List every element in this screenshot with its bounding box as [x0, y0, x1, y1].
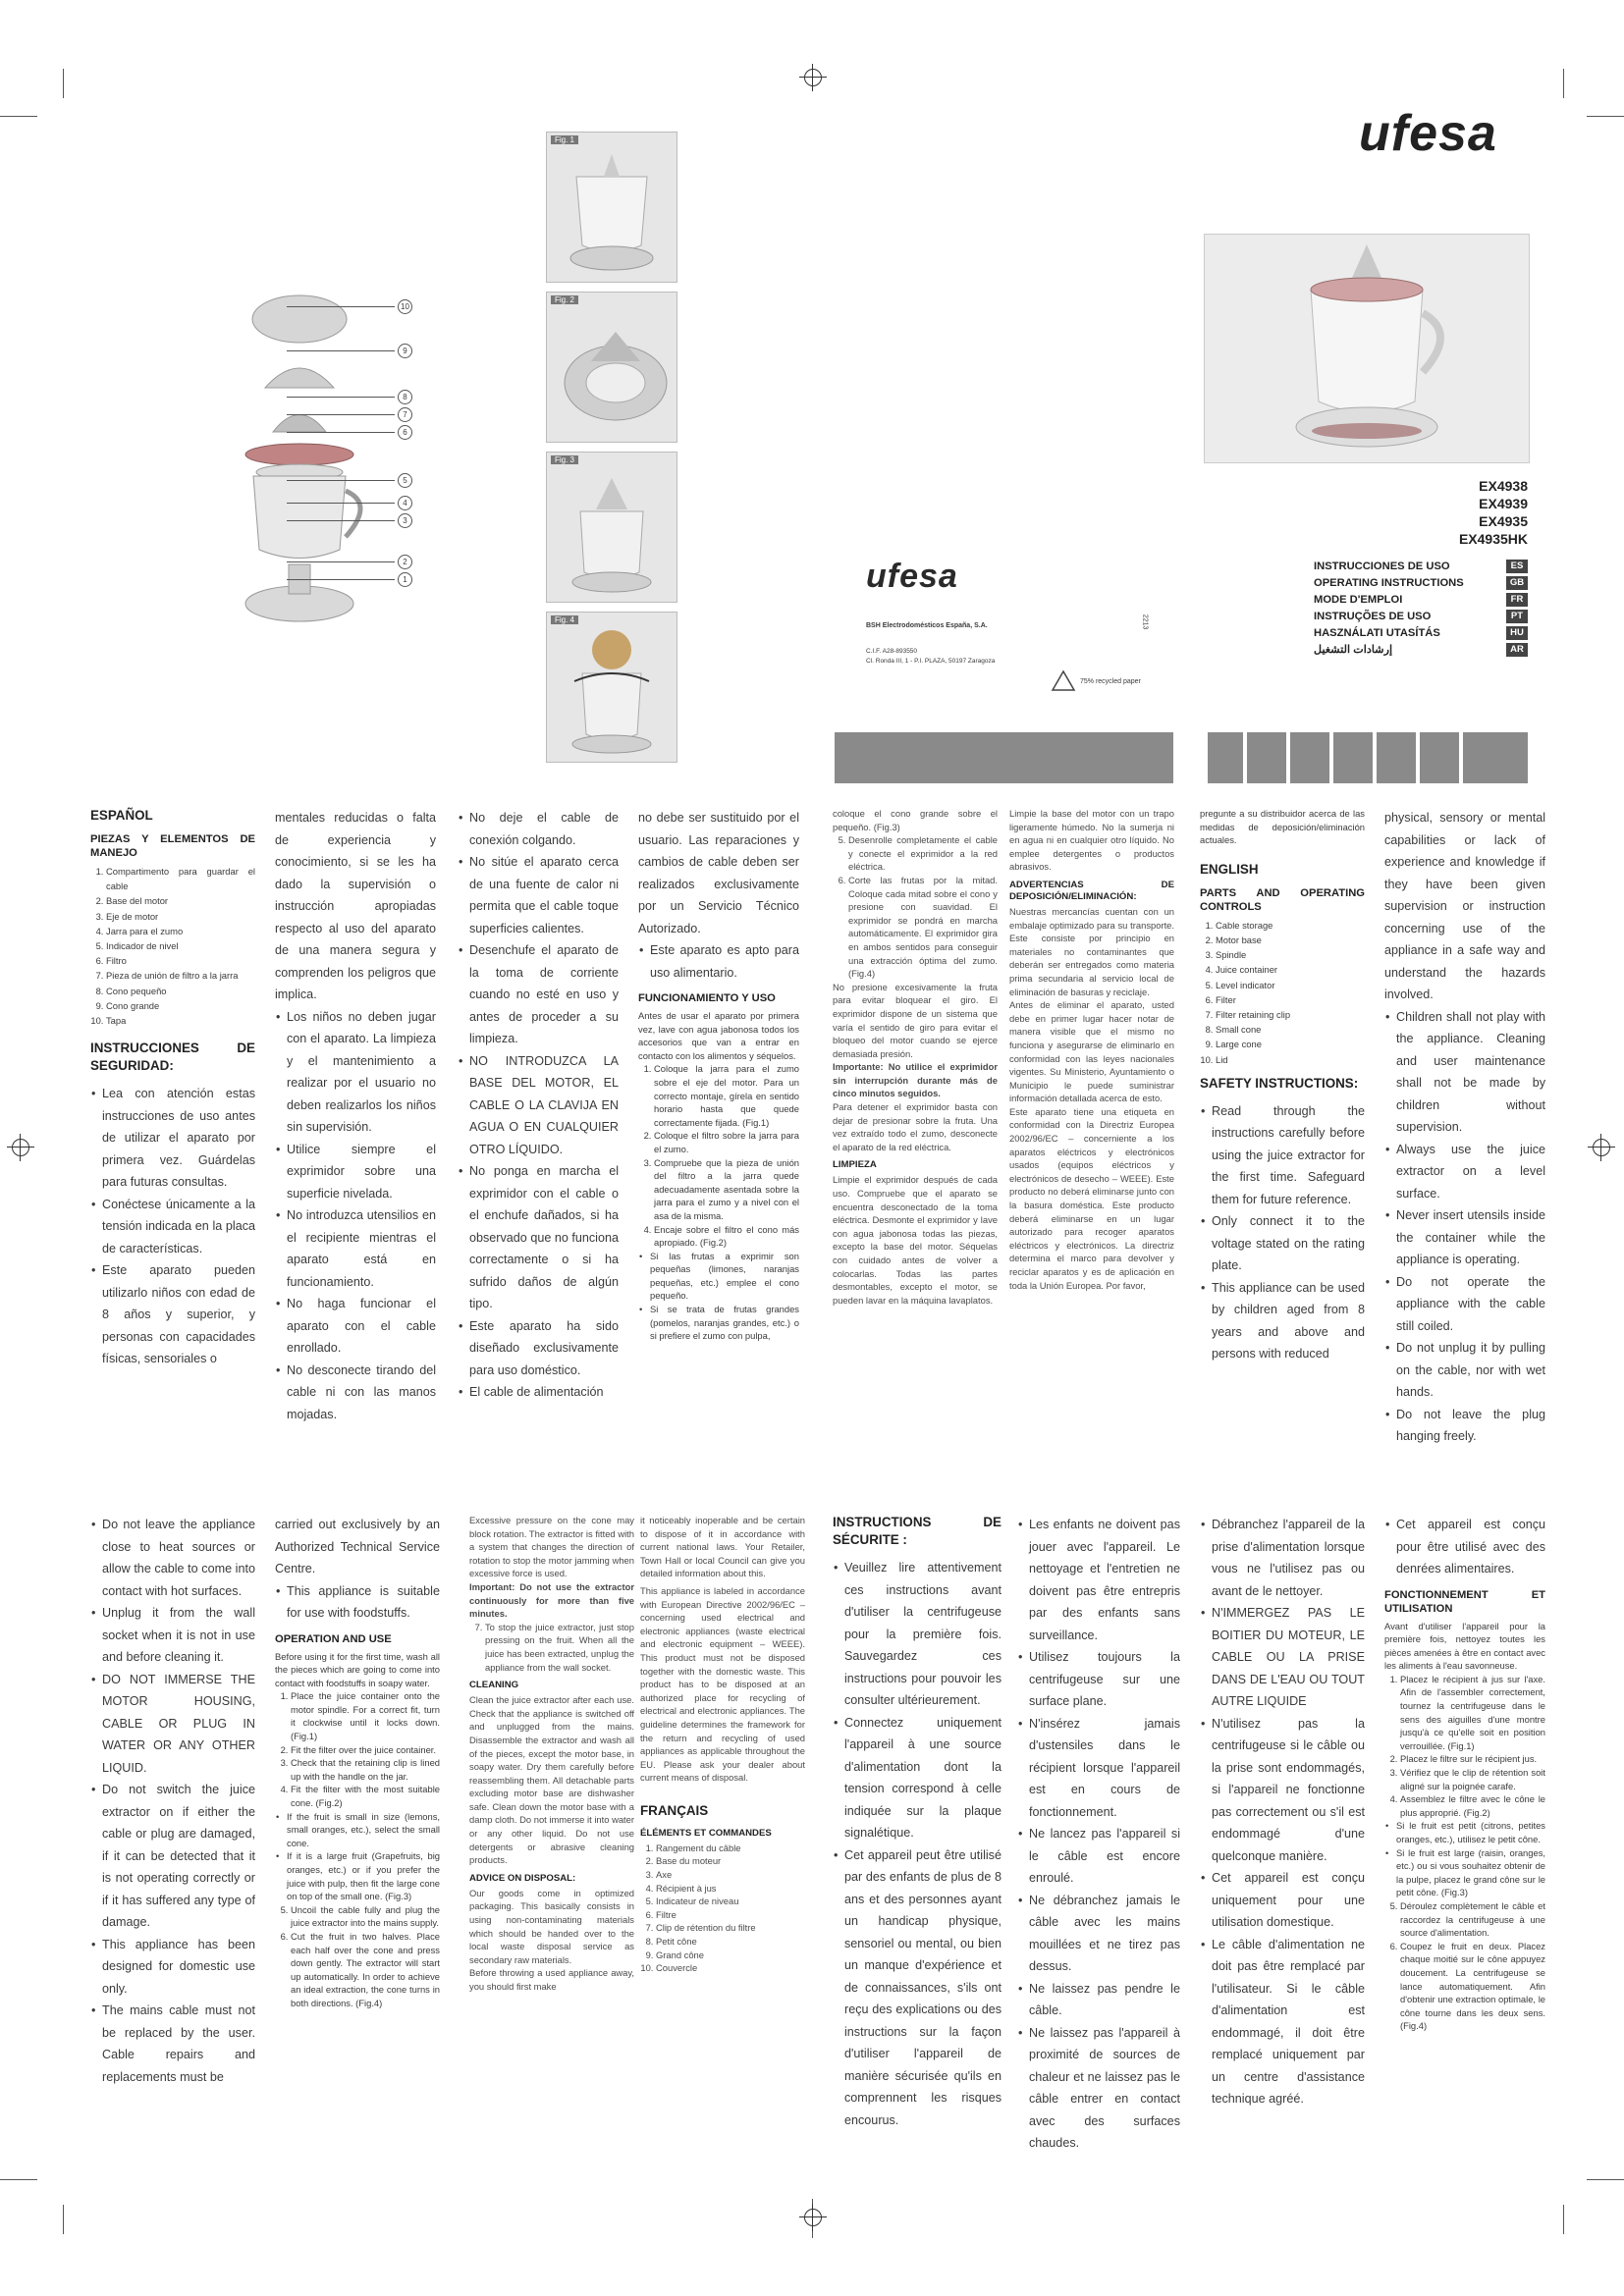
list-item: 7. To stop the juice extractor, just stop pressing on the fruit. When all the juice has been extracted, unplug the appliance from the wall socket.	[485, 1621, 634, 1674]
list-item: • N'insérez jamais d'ustensiles dans le récipient lorsque l'appareil est en cours de fonctionnement.	[1029, 1713, 1180, 1824]
list-item: • N'IMMERGEZ PAS LE BOITIER DU MOTEUR, LE CABLE OU LA PRISE DANS DE L'EAU OU TOUT AUTRE LIQUIDE	[1212, 1602, 1365, 1713]
list-item: • Ne laissez pas pendre le câble.	[1029, 1978, 1180, 2022]
list-item: • Lea con atención estas instrucciones de uso antes de utilizar el aparato por primera vez. Guárdelas para futuras consultas.	[102, 1083, 255, 1194]
list-item: 5. Level indicator	[1216, 978, 1365, 992]
gray-tab	[1377, 732, 1416, 783]
parts-title-fr: ÉLÉMENTS ET COMMANDES	[640, 1827, 772, 1839]
list-item: 7. Filter retaining clip	[1216, 1007, 1365, 1022]
es-column-4	[638, 807, 799, 1343]
list-item: 5. Déroulez complètement le câble et raccordez la centrifugeuse à une source d'alimentation.	[1400, 1899, 1545, 1940]
list-item: 3. Compruebe que la pieza de unión del filtro a la jarra quede adecuadamente asentada sobre la jarra para el zumo y a nivel con el asa de la misma.	[654, 1156, 799, 1223]
gray-tab	[1420, 732, 1459, 783]
model-number: EX4935	[1479, 513, 1528, 529]
paragraph: Important: Do not use the extractor continuously for more than five minutes.	[469, 1580, 634, 1620]
paragraph: coloque el cono grande sobre el pequeño. (Fig.3)	[833, 808, 998, 832]
callout: 1	[287, 572, 412, 587]
crop-mark	[1587, 2179, 1624, 2180]
list-item: 1. Place the juice container onto the motor spindle. For a correct fit, turn it clockwise until it locks down. (Fig.1)	[291, 1689, 440, 1742]
registration-mark	[804, 2209, 822, 2226]
parts-list-es	[90, 864, 255, 1028]
callout: 5	[287, 473, 412, 488]
crop-mark	[63, 69, 64, 98]
list-item: • Ne débranchez jamais le câble avec les mains mouillées et ne tirez pas dessus.	[1029, 1890, 1180, 1978]
callout: 8	[287, 390, 412, 404]
paragraph: it noticeably inoperable and be certain to dispose of it in accordance with current national laws. Your Retailer, Town Hall or local Council can give you detailed information about this.	[640, 1515, 805, 1579]
language-index	[1314, 558, 1528, 658]
list-item: • Never insert utensils inside the container while the appliance is operating.	[1396, 1204, 1545, 1271]
list-item: • Only connect it to the voltage stated on the rating plate.	[1212, 1210, 1365, 1277]
list-item: 3. Spindle	[1216, 947, 1365, 962]
list-item: • Si le fruit est petit (citrons, petites oranges, etc.), utilisez le petit cône.	[1396, 1819, 1545, 1845]
list-item: 2. Fit the filter over the juice container.	[291, 1743, 440, 1757]
section-title-es: ESPAÑOL	[90, 808, 153, 823]
list-item: 5. Indicador de nivel	[106, 938, 255, 953]
product-photo	[1204, 234, 1530, 463]
list-item: • Utilisez toujours la centrifugeuse sur une surface plane.	[1029, 1646, 1180, 1713]
list-item: 4. Jarra para el zumo	[106, 924, 255, 938]
company-name: BSH Electrodomésticos España, S.A.	[866, 622, 988, 629]
paragraph: Clean the juice extractor after each use. Check that the appliance is switched off and unplugged from the mains. Disassemble the extractor and wash all of the pieces, except the motor base, in soapy water. Dry them carefully before reassembling them. All detachable parts excluding motor base are dishwasher safe. Clean down the motor base with a damp cloth. Do not immerse it into water or any other liquid. Do not use detergents or abrasive cleaning products.	[469, 1694, 634, 1866]
list-item: 4. Récipient à jus	[656, 1882, 805, 1896]
parts-title-en: PARTS AND OPERATING CONTROLS	[1200, 886, 1365, 913]
list-item: • No deje el cable de conexión colgando.	[469, 807, 619, 851]
list-item: 1. Coloque la jarra para el zumo sobre el eje del motor. Para un correcto montaje, gírela en sentido horario hasta que quede correctamente fijada. (Fig.1)	[654, 1062, 799, 1129]
list-item: 6. Filtre	[656, 1908, 805, 1922]
disposal-title-en: ADVICE ON DISPOSAL:	[469, 1872, 576, 1884]
brand-logo: ufesa	[1359, 105, 1497, 162]
list-item: • No ponga en marcha el exprimidor con el cable o el enchufe dañados, si ha observado que no funciona correctamente o si ha sufrido daños de algún tipo.	[469, 1160, 619, 1315]
list-item: • Cet appareil est conçu uniquement pour une utilisation domestique.	[1212, 1867, 1365, 1934]
waste-title-es: ADVERTENCIAS DE DEPOSICIÓN/ELIMINACIÓN:	[1009, 879, 1174, 902]
list-item: 1. Placez le récipient à jus sur l'axe. Afin de l'assembler correctement, tournez la centrifugeuse dans le sens des aiguilles d'une montre jusqu'à ce qu'elle soit en position verrouillée. (Fig.1)	[1400, 1673, 1545, 1753]
paragraph: Before throwing a used appliance away, you should first make	[469, 1967, 634, 1992]
list-item: 10. Tapa	[106, 1013, 255, 1028]
list-item: 5. Indicateur de niveau	[656, 1895, 805, 1908]
list-item: • If it is a large fruit (Grapefruits, big oranges, etc.) or if you prefer the juice with pulp, then fit the large cone on top of the small one. (Fig.3)	[287, 1849, 440, 1902]
model-number: EX4939	[1479, 496, 1528, 511]
safety-list-es	[90, 1083, 255, 1370]
list-item: 6. Coupez le fruit en deux. Placez chaque moitié sur le cône appuyez doucement. La centrifugeuse se lance automatiquement. Afin d'obtenir une extraction optimale, le cône tourne dans les deux sens. (Fig.4)	[1400, 1940, 1545, 2033]
list-item: • Conéctese únicamente a la tensión indicada en la placa de características.	[102, 1194, 255, 1260]
list-item: 2. Coloque el filtro sobre la jarra para el zumo.	[654, 1129, 799, 1155]
list-item: 4. Juice container	[1216, 962, 1365, 977]
parts-list-en	[1200, 918, 1365, 1067]
list-item: • Ne laissez pas l'appareil à proximité de sources de chaleur et ne laissez pas le câble entrer en contact avec des surfaces chaudes.	[1029, 2022, 1180, 2155]
list-item: 3. Axe	[656, 1868, 805, 1882]
model-list	[1414, 477, 1528, 548]
safety-title-fr: INSTRUCTIONS DE SÉCURITE :	[833, 1515, 1001, 1547]
paragraph: mentales reducidas o falta de experiencia y conocimiento, si se les ha dado la supervisión o instrucción apropiadas respecto al uso del aparato de una manera segura y comprenden los peligros que implica.	[275, 811, 436, 1001]
list-item: • N'utilisez pas la centrifugeuse si le câble ou la prise sont endommagés, si l'appareil ne fonctionne pas correctement ou s'il est endommagé d'une quelconque manière.	[1212, 1713, 1365, 1868]
fr-column-1	[833, 1514, 1001, 2131]
list-item: 2. Placez le filtre sur le récipient jus.	[1400, 1752, 1545, 1766]
model-number: EX4938	[1479, 478, 1528, 494]
list-item: • Connectez uniquement l'appareil à une source d'alimentation dont la tension correspond à celle indiquée sur la plaque signalétique.	[844, 1712, 1001, 1844]
callout: 4	[287, 496, 412, 510]
list-item: 8. Small cone	[1216, 1022, 1365, 1037]
crop-mark	[0, 2179, 37, 2180]
safety-title-es: INSTRUCCIONES DE SEGURIDAD:	[90, 1041, 255, 1074]
list-item: • This appliance is suitable for use with foodstuffs.	[287, 1580, 440, 1625]
list-item: • Débranchez l'appareil de la prise d'alimentation lorsque vous ne l'utilisez pas ou avant de le nettoyer.	[1212, 1514, 1365, 1602]
juicing-fruit-image	[547, 613, 677, 762]
paragraph: No presione excesivamente la fruta para evitar bloquear el giro. El exprimidor dispone de un sistema que varía el sentido de giro para evitar el bloqueo del motor cuando se ejerce demasiada presión.	[833, 981, 998, 1059]
list-item: 4. Assemblez le filtre avec le cône le plus approprié. (Fig.2)	[1400, 1792, 1545, 1819]
safety-title-en: SAFETY INSTRUCTIONS:	[1200, 1075, 1359, 1091]
paragraph: Before using it for the first time, wash all the pieces which are going to come into contact with foodstuffs in soapy water.	[275, 1650, 440, 1688]
gray-tab	[1290, 732, 1329, 783]
callout: 6	[287, 425, 412, 440]
list-item: 4. Fit the filter with the most suitable cone. (Fig.2)	[291, 1783, 440, 1809]
fr-column-3	[1200, 1514, 1365, 2110]
en-column-5	[469, 1514, 634, 1994]
list-item: 6. Filter	[1216, 992, 1365, 1007]
list-item: 1. Cable storage	[1216, 918, 1365, 933]
list-item: 9. Cono grande	[106, 998, 255, 1013]
recycle-icon	[1051, 669, 1076, 693]
paragraph: Este aparato tiene una etiqueta en conformidad con la Directriz Europea 2002/96/EC – concerniente a los aparatos eléctricos y electrónicos usados (equipos eléctricos y electrónicos de desecho – WEEE). Este producto no deberá eliminarse junto con la basura doméstica. Este producto deberá eliminarse en un lugar autorizado para recoger aparatos eléctricos y electrónicos. La directriz determina el marco para devolver y reciclar aparatos y es de aplicación en toda la Unión Europea. Por favor,	[1009, 1105, 1174, 1291]
list-item: 7. Pieza de unión de filtro a la jarra	[106, 968, 255, 983]
paragraph: physical, sensory or mental capabilities or lack of experience and knowledge if they have been given supervision or instruction concerning use of the appliance in a safe way and understand the hazards involved.	[1384, 811, 1545, 1001]
func-title-fr: FONCTIONNEMENT ET UTILISATION	[1384, 1588, 1545, 1615]
list-item: • El cable de alimentación	[469, 1381, 619, 1404]
list-item: 9. Large cone	[1216, 1037, 1365, 1051]
cone-fitting-image	[547, 293, 677, 442]
es-column-1	[90, 807, 255, 1370]
registration-mark	[804, 69, 822, 86]
list-item: • No desconecte tirando del cable ni con las manos mojadas.	[287, 1360, 436, 1426]
list-item: 10. Couvercle	[656, 1961, 805, 1975]
list-item: • Ne lancez pas l'appareil si le câble est encore enroulé.	[1029, 1823, 1180, 1890]
paragraph: pregunte a su distribuidor acerca de las medidas de deposición/eliminación actuales.	[1200, 808, 1365, 846]
list-item: • Si se trata de frutas grandes (pomelos, naranjas grandes, etc.) o si prefiere el zumo con pulpa,	[650, 1303, 799, 1343]
large-cone-image	[547, 453, 677, 602]
func-title-es: FUNCIONAMIENTO Y USO	[638, 992, 776, 1004]
callout: 3	[287, 513, 412, 528]
fr-column-4	[1384, 1514, 1545, 2033]
list-item: 3. Eje de motor	[106, 909, 255, 924]
list-item: • Los niños no deben jugar con el aparato. La limpieza y el mantenimiento a realizar por el usuario no deben realizarlos los niños sin supervisión.	[287, 1006, 436, 1139]
list-item: • Do not switch the juice extractor on if either the cable or plug are damaged, if it can be detected that it is not operating correctly or if it has suffered any type of damage.	[102, 1779, 255, 1934]
list-item: • Utilice siempre el exprimidor sobre una superficie nivelada.	[287, 1139, 436, 1205]
gray-tab	[1333, 732, 1373, 783]
list-item: • No sitúe el aparato cerca de una fuente de calor ni permita que el cable toque superficies calientes.	[469, 851, 619, 939]
parts-title-es: PIEZAS Y ELEMENTOS DE MANEJO	[90, 833, 255, 859]
paragraph: Excessive pressure on the cone may block rotation. The extractor is fitted with a system that changes the direction of rotation to stop the motor jamming when excessive force is used.	[469, 1515, 634, 1579]
section-title-en: ENGLISH	[1200, 861, 1259, 877]
list-item: 3. Vérifiez que le clip de rétention soit aligné sur la poignée carafe.	[1400, 1766, 1545, 1792]
list-item: 5. Desenrolle completamente el cable y conecte el exprimidor a la red eléctrica.	[848, 833, 998, 874]
company-cif: C.I.F. A28-893550	[866, 648, 918, 655]
paragraph: carried out exclusively by an Authorized Technical Service Centre.	[275, 1518, 440, 1575]
list-item: • Desenchufe el aparato de la toma de corriente cuando no esté en uso y antes de proceder a su limpieza.	[469, 939, 619, 1050]
parts-list-fr	[640, 1842, 805, 1975]
list-item: • Si le fruit est large (raisin, oranges, etc.) ou si vous souhaitez obtenir de la pulpe, placez le grand cône sur le petit cône. (Fig.3)	[1396, 1846, 1545, 1899]
list-item: 7. Clip de rétention du filtre	[656, 1921, 805, 1935]
es-column-3	[458, 807, 619, 1404]
en-column-1	[1200, 807, 1365, 1365]
list-item: • Cet appareil est conçu pour être utilisé avec des denrées alimentaires.	[1396, 1514, 1545, 1580]
gray-tab	[1463, 732, 1528, 783]
list-item: 5. Uncoil the cable fully and plug the juice extractor into the mains supply.	[291, 1903, 440, 1930]
es-column-6	[1009, 807, 1174, 1292]
crop-mark	[0, 116, 37, 117]
juicer-exploded-illustration	[187, 280, 412, 653]
list-item: • Do not leave the plug hanging freely.	[1396, 1404, 1545, 1448]
paragraph: This appliance is labeled in accordance with European Directive 2002/96/EC – concerning used electrical and electronic appliances (waste electrical and electronic equipment – WEEE). This product must not be disposed together with the domestic waste. This product has to be disposed at an authorized place for recycling of electrical and electronic appliances. The guideline determines the framework for the return and recycling of used appliances as applicable throughout the EU. Please ask your dealer about current means of disposal.	[640, 1584, 805, 1784]
language-row-es: INSTRUCCIONES DE USO ES	[1314, 558, 1528, 574]
company-address: Cl. Ronda III, 1 - P.I. PLAZA, 50197 Zaragoza	[866, 658, 996, 665]
op-title-en: OPERATION AND USE	[275, 1632, 392, 1645]
list-item: 8. Petit cône	[656, 1935, 805, 1949]
figure-1: Fig. 1	[546, 132, 677, 283]
callout: 7	[287, 407, 412, 422]
paragraph: no debe ser sustituido por el usuario. Las reparaciones y cambios de cable deben ser realizados exclusivamente por un Servicio Técnico Autorizado.	[638, 811, 799, 935]
paragraph: Antes de eliminar el aparato, usted debe en primer lugar hacer notar de manera visible que el mismo no funciona y asegurarse de eliminarlo en conformidad con las leyes nacionales vigentes. Su Ministerio, Ayuntamiento o Municipio le puede suministrar información detallada acerca de esto.	[1009, 999, 1174, 1104]
en-column-4	[275, 1514, 440, 2010]
callout: 10	[287, 299, 412, 314]
en-column-3	[90, 1514, 255, 2088]
registration-mark	[12, 1139, 29, 1156]
fr-column-2	[1017, 1514, 1180, 2155]
paragraph: Nuestras mercancías cuentan con un embalaje optimizado para su transporte. Este consiste por principio en materiales no contaminantes que deberán ser entregados como materia prima secundaria al servicio local de eliminación de basuras y reciclaje.	[1009, 905, 1174, 997]
list-item: • DO NOT IMMERSE THE MOTOR HOUSING, CABLE OR PLUG IN WATER OR ANY OTHER LIQUID.	[102, 1669, 255, 1780]
callout: 2	[287, 555, 412, 569]
list-item: • Este aparato es apto para uso alimentario.	[650, 939, 799, 984]
language-row-ar: إرشادات التشغيل AR	[1314, 641, 1528, 658]
paragraph: Our goods come in optimized packaging. This basically consists in using non-contaminating materials which should be handed over to the local waste disposal service as secondary raw materials.	[469, 1887, 634, 1965]
figure-2: Fig. 2	[546, 292, 677, 443]
list-item: • Do not leave the appliance close to heat sources or allow the cable to come into contact with hot surfaces.	[102, 1514, 255, 1602]
paragraph: Avant d'utiliser l'appareil pour la première fois, nettoyez toutes les pièces amenées à être en contact avec les aliments à l'eau savonneuse.	[1384, 1620, 1545, 1672]
list-item: • Unplug it from the wall socket when it is not in use and before cleaning it.	[102, 1602, 255, 1669]
crop-mark	[1587, 116, 1624, 117]
list-item: 2. Motor base	[1216, 933, 1365, 947]
list-item: • Este aparato pueden utilizarlo niños con edad de 8 años y superior, y personas con capacidades físicas, sensoriales o	[102, 1259, 255, 1370]
figure-4: Fig. 4	[546, 612, 677, 763]
list-item: • This appliance has been designed for domestic use only.	[102, 1934, 255, 2001]
list-item: • The mains cable must not be replaced by the user. Cable repairs and replacements must be	[102, 2000, 255, 2088]
list-item: • Cet appareil peut être utilisé par des enfants de plus de 8 ans et des personnes ayant un handicap physique, sensoriel ou mental, ou bien un manque d'expérience et de connaissances, s'ils ont reçu des explications ou des instructions sur la façon d'utiliser l'appareil de manière sécurisée qu'ils en comprennent les risques encourus.	[844, 1844, 1001, 2132]
list-item: • Always use the juice extractor on a level surface.	[1396, 1139, 1545, 1205]
paragraph: Para detener el exprimidor basta con dejar de presionar sobre la fruta. Una vez extraído todo el zumo, desconecte el aparato de la red eléctrica.	[833, 1101, 998, 1152]
paragraph: Limpie el exprimidor después de cada uso. Compruebe que el aparato se encuentra desconectado de la toma eléctrica. Desmonte el exprimidor y lave con agua jabonosa todas las piezas, excepto la base del motor. Séquelas con cuidado antes de volver a colocarlas. Todas las partes desmontables, excepto el motor, se pueden lavar en la máquina lavaplatos.	[833, 1174, 998, 1306]
list-item: • Les enfants ne doivent pas jouer avec l'appareil. Le nettoyage et l'entretien ne doivent pas être entrepris par des enfants sans surveillance.	[1029, 1514, 1180, 1646]
clean-title-es: LIMPIEZA	[833, 1159, 877, 1171]
paragraph: Limpie la base del motor con un trapo ligeramente húmedo. No la sumerja ni en agua ni en cualquier otro líquido. No emplee detergentes o productos abrasivos.	[1009, 808, 1174, 873]
list-item: 1. Compartimento para guardar el cable	[106, 864, 255, 893]
list-item: • This appliance can be used by children aged from 8 years and above and persons with reduced	[1212, 1277, 1365, 1365]
callout: 9	[287, 344, 412, 358]
gray-tab	[1247, 732, 1286, 783]
list-item: 3. Check that the retaining clip is lined up with the handle on the jar.	[291, 1756, 440, 1783]
list-item: • Do not operate the appliance with the cable still coiled.	[1396, 1271, 1545, 1338]
list-item: • Read through the instructions carefully before using the juice extractor for the first time. Safeguard them for future reference.	[1212, 1100, 1365, 1211]
gray-band	[835, 732, 1173, 783]
list-item: 2. Base du moteur	[656, 1854, 805, 1868]
language-row-pt: INSTRUÇÕES DE USO PT	[1314, 608, 1528, 624]
figure-3: Fig. 3	[546, 452, 677, 603]
language-row-hu: HASZNÁLATI UTASÍTÁS HU	[1314, 624, 1528, 641]
en-column-6	[640, 1514, 805, 1975]
registration-mark	[1593, 1139, 1610, 1156]
crop-mark	[1563, 2205, 1564, 2234]
list-item: 8. Cono pequeño	[106, 984, 255, 998]
exploded-diagram	[187, 280, 412, 653]
list-item: • Do not unplug it by pulling on the cable, nor with wet hands.	[1396, 1337, 1545, 1404]
list-item: • Children shall not play with the appliance. Cleaning and user maintenance shall not be made by children without supervision.	[1396, 1006, 1545, 1139]
gray-tab	[1208, 732, 1243, 783]
language-row-gb: OPERATING INSTRUCTIONS GB	[1314, 574, 1528, 591]
list-item: 9. Grand cône	[656, 1949, 805, 1962]
juicer-assembly-image	[547, 133, 677, 282]
es-column-5	[833, 807, 998, 1307]
list-item: • No haga funcionar el aparato con el cable enrollado.	[287, 1293, 436, 1360]
list-item: • Veuillez lire attentivement ces instructions avant d'utiliser la centrifugeuse pour la première fois. Sauvegardez ces instructions pour pouvoir les consulter ultérieurement.	[844, 1557, 1001, 1712]
list-item: • Este aparato ha sido diseñado exclusivamente para uso doméstico.	[469, 1315, 619, 1382]
list-item: • No introduzca utensilios en el recipiente mientras el aparato está en funcionamiento.	[287, 1204, 436, 1293]
list-item: 10. Lid	[1216, 1052, 1365, 1067]
list-item: 2. Base del motor	[106, 893, 255, 908]
print-code: 2213	[1141, 614, 1149, 630]
list-item: 6. Filtro	[106, 953, 255, 968]
crop-mark	[1563, 69, 1564, 98]
recycle-note: 75% recycled paper	[1051, 669, 1141, 693]
paragraph: Antes de usar el aparato por primera vez, lave con agua jabonosa todos los accesorios que van a entrar en contacto con los alimentos y séquelos.	[638, 1010, 799, 1061]
es-column-2	[275, 807, 436, 1425]
brand-logo-small: ufesa	[866, 558, 958, 595]
list-item: • Si las frutas a exprimir son pequeñas (limones, naranjas pequeñas, etc.) emplee el cono pequeño.	[650, 1250, 799, 1303]
list-item: 1. Rangement du câble	[656, 1842, 805, 1855]
en-column-2	[1384, 807, 1545, 1448]
paragraph: Importante: No utilice el exprimidor sin interrupción durante más de cinco minutos seguidos.	[833, 1061, 998, 1099]
list-item: • If the fruit is small in size (lemons, small oranges, etc.), select the small cone.	[287, 1810, 440, 1850]
model-number: EX4935HK	[1458, 531, 1528, 547]
section-title-fr: FRANÇAIS	[640, 1802, 709, 1818]
crop-mark	[63, 2205, 64, 2234]
language-row-fr: MODE D'EMPLOI FR	[1314, 591, 1528, 608]
juicer-product-image	[1205, 235, 1529, 462]
list-item: 4. Encaje sobre el filtro el cono más apropiado. (Fig.2)	[654, 1223, 799, 1250]
list-item: 6. Corte las frutas por la mitad. Coloque cada mitad sobre el cono y presione con suavidad. El exprimidor se pondrá en marcha automáticamente. El exprimidor gira en ambos sentidos para conseguir una extracción óptima del zumo. (Fig.4)	[848, 874, 998, 981]
list-item: • Le câble d'alimentation ne doit pas être remplacé par l'utilisateur. Si le câble d'alimentation est endommagé, il doit être remplacé uniquement par un centre d'assistance technique agréé.	[1212, 1934, 1365, 2110]
cleaning-title-en: CLEANING	[469, 1680, 519, 1691]
list-item: 6. Cut the fruit in two halves. Place each half over the cone and press down gently. The extractor will start up automatically. In order to achieve an ideal extraction, the cone turns in both directions. (Fig.4)	[291, 1930, 440, 2010]
list-item: • NO INTRODUZCA LA BASE DEL MOTOR, EL CABLE O LA CLAVIJA EN AGUA O EN CUALQUIER OTRO LÍQUIDO.	[469, 1050, 619, 1161]
